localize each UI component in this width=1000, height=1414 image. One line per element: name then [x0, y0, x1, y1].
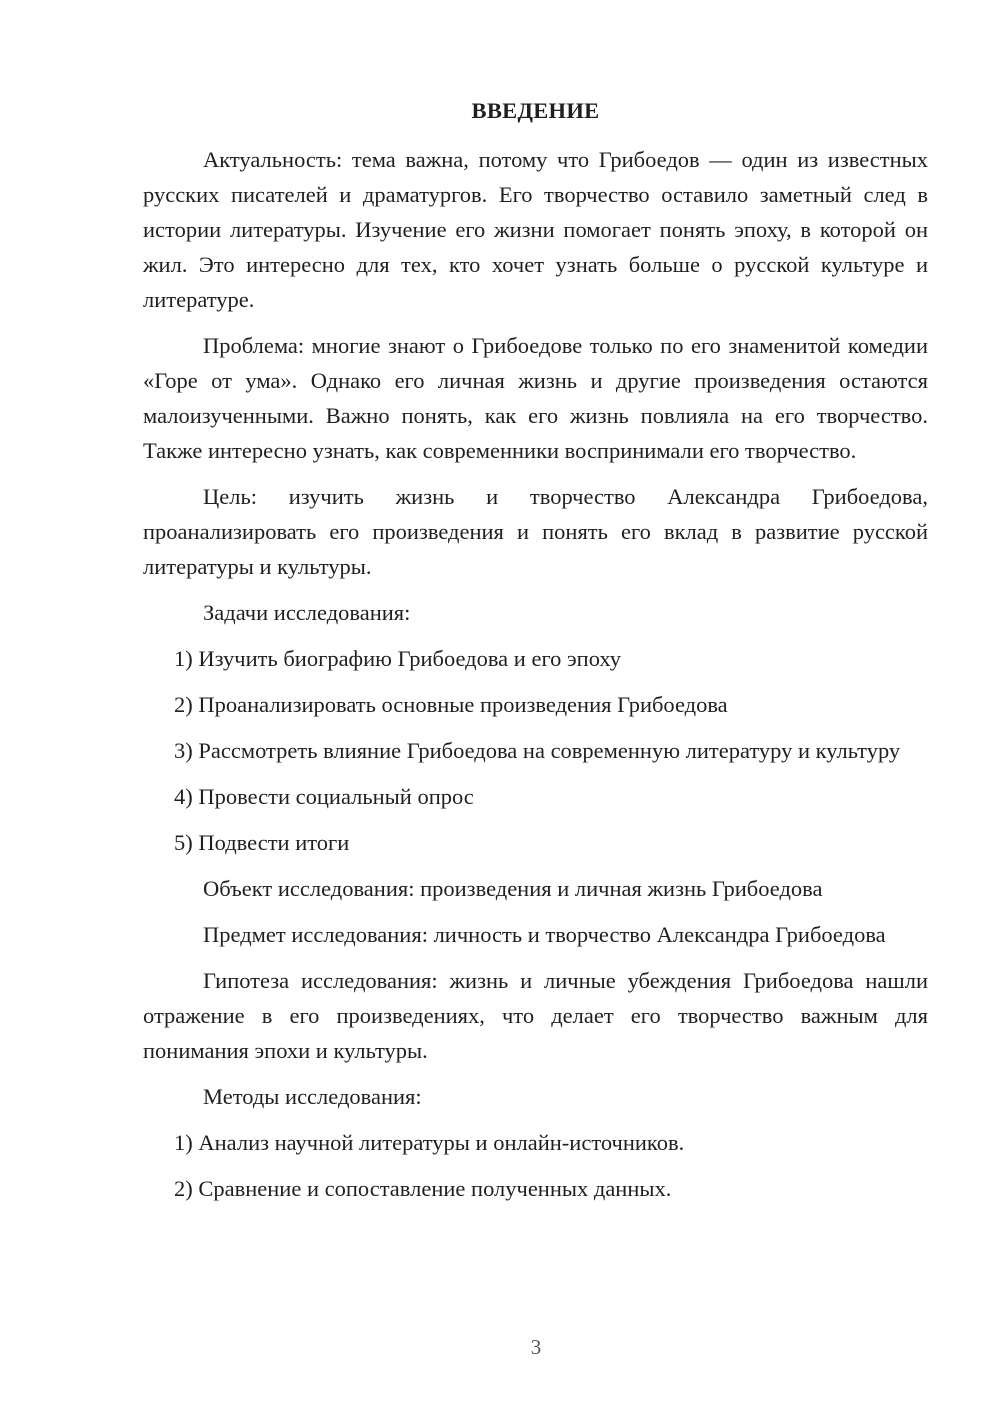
hypothesis-paragraph: Гипотеза исследования: жизнь и личные убеждения Грибоедова нашли отражение в его произведениях, что делает его творчество важным для понимания эпохи и культуры.	[143, 968, 928, 1063]
page-content	[143, 93, 928, 1217]
task-item: 2) Проанализировать основные произведения Грибоедова	[174, 692, 728, 717]
object-paragraph: Объект исследования: произведения и личная жизнь Грибоедова	[203, 876, 823, 901]
task-item: 3) Рассмотреть влияние Грибоедова на современную литературу и культуру	[174, 738, 901, 763]
relevance-paragraph: Актуальность: тема важна, потому что Грибоедов — один из известных русских писателей и драматургов. Его творчество оставило заметный след в истории литературы. Изучение его жизни помогает понять эпоху, в которой он жил. Это интересно для тех, кто хочет узнать больше о русской культуре и литературе.	[143, 147, 928, 312]
methods-heading: Методы исследования:	[203, 1084, 422, 1109]
tasks-heading: Задачи исследования:	[203, 600, 411, 625]
task-item: 1) Изучить биографию Грибоедова и его эпоху	[174, 646, 622, 671]
method-item: 1) Анализ научной литературы и онлайн-источников.	[174, 1130, 685, 1155]
page-number: 3	[530, 1335, 542, 1359]
section-title: ВВЕДЕНИЕ	[471, 98, 600, 123]
method-item: 2) Сравнение и сопоставление полученных данных.	[174, 1176, 672, 1201]
task-item: 4) Провести социальный опрос	[174, 784, 474, 809]
problem-paragraph: Проблема: многие знают о Грибоедове только по его знаменитой комедии «Горе от ума». Однако его личная жизнь и другие произведения остаются малоизученными. Важно понять, как его жизнь повлияла на его творчество. Также интересно узнать, как современники воспринимали его творчество.	[143, 333, 928, 463]
goal-paragraph: Цель: изучить жизнь и творчество Александра Грибоедова, проанализировать его произведения и понять его вклад в развитие русской литературы и культуры.	[143, 484, 928, 579]
task-item: 5) Подвести итоги	[174, 830, 350, 855]
subject-paragraph: Предмет исследования: личность и творчество Александра Грибоедова	[203, 922, 886, 947]
